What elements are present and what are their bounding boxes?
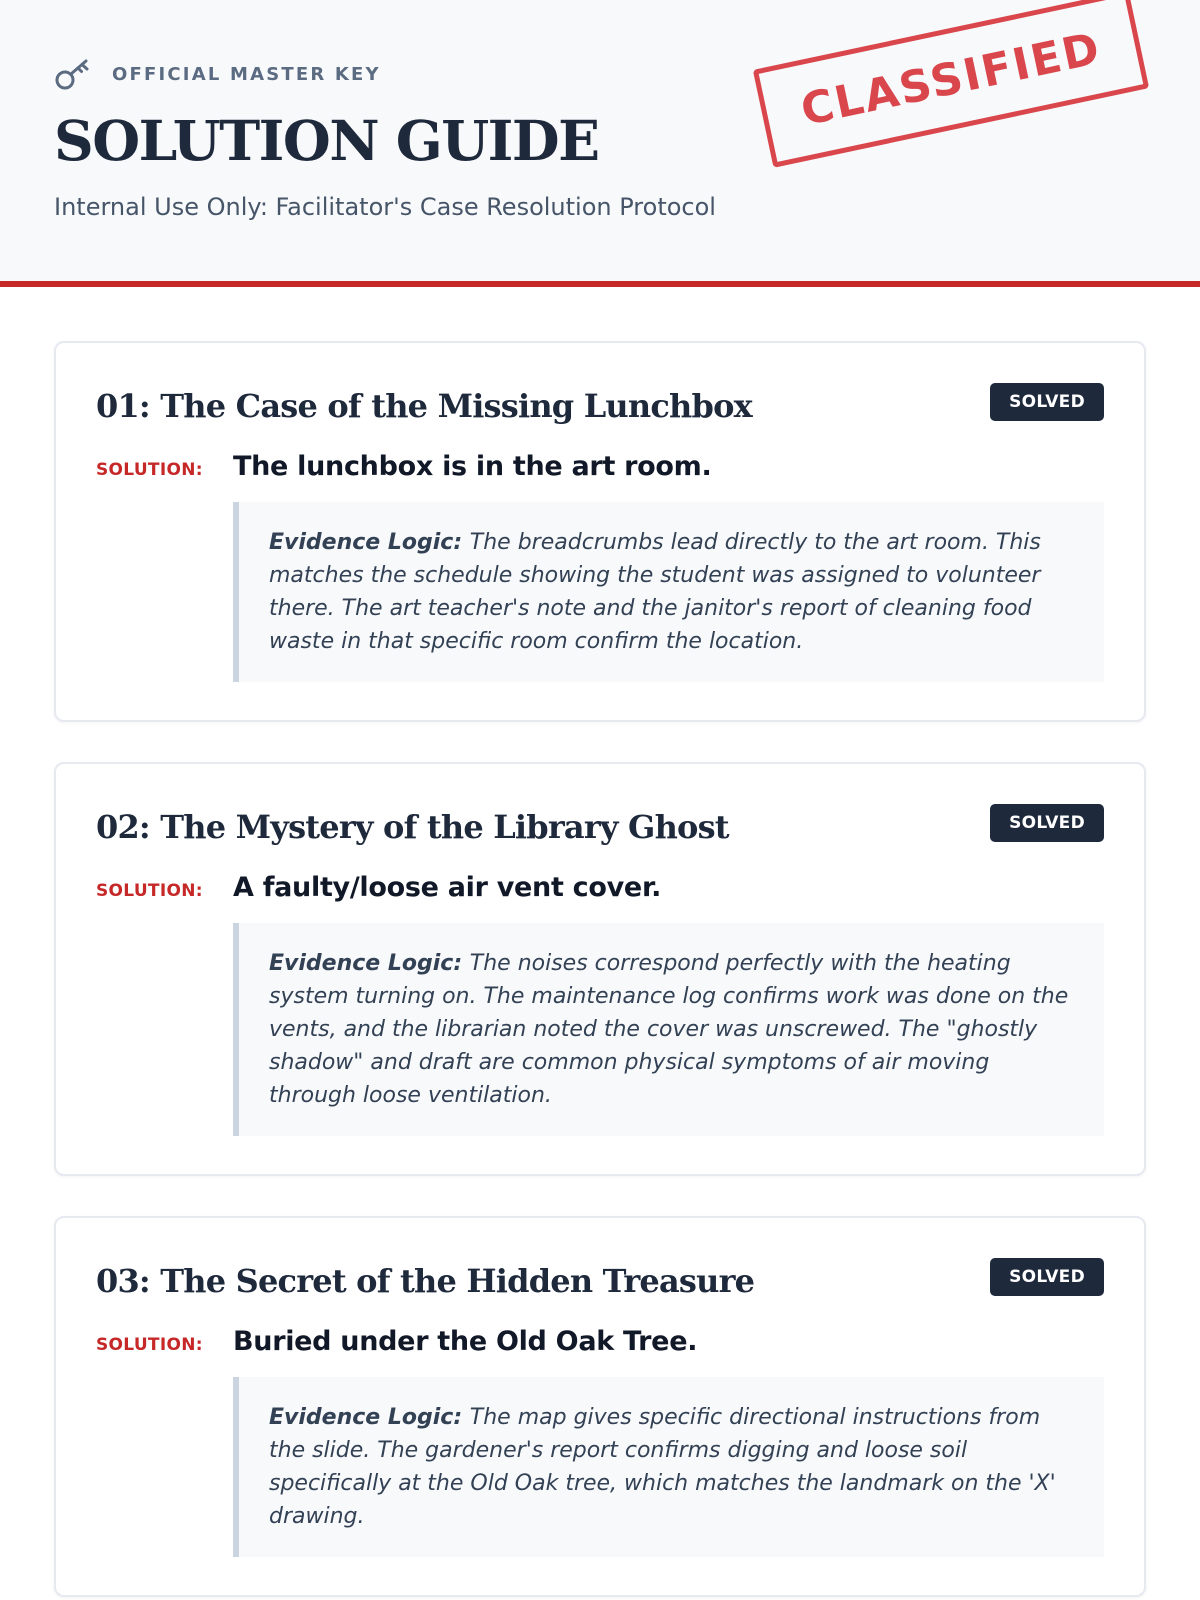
solution-row xyxy=(96,451,1104,482)
evidence-label: Evidence Logic: xyxy=(269,530,470,555)
case-title: 01: The Case of the Missing Lunchbox xyxy=(96,387,752,425)
evidence-label: Evidence Logic: xyxy=(269,951,470,976)
page-title: SOLUTION GUIDE xyxy=(54,108,599,173)
case-title: 02: The Mystery of the Library Ghost xyxy=(96,808,729,846)
evidence-label: Evidence Logic: xyxy=(269,1405,470,1430)
status-badge: SOLVED xyxy=(990,804,1104,842)
evidence-box xyxy=(233,502,1104,682)
evidence-text: The breadcrumbs lead directly to the art room. This matches the schedule showing the student was assigned to volunteer there. The art teacher's note and the janitor's report of cleaning food waste in that specific room confirm the location. xyxy=(269,530,1041,654)
solution-text: Buried under the Old Oak Tree. xyxy=(233,1326,698,1357)
evidence-text: The map gives specific directional instructions from the slide. The gardener's report confirms digging and loose soil specifically at the Old Oak tree, which matches the landmark on the 'X' drawing. xyxy=(269,1405,1056,1529)
case-title: 03: The Secret of the Hidden Treasure xyxy=(96,1262,755,1300)
status-badge: SOLVED xyxy=(990,383,1104,421)
case-header xyxy=(96,1256,1104,1306)
solution-label: SOLUTION: xyxy=(96,1335,203,1355)
eyebrow-text: OFFICIAL MASTER KEY xyxy=(112,63,381,85)
key-icon xyxy=(54,56,92,92)
evidence-box xyxy=(233,1377,1104,1557)
solution-text: The lunchbox is in the art room. xyxy=(233,451,712,482)
evidence-box xyxy=(233,923,1104,1136)
stamp-text: CLASSIFIED xyxy=(796,22,1106,136)
page-header xyxy=(0,0,1200,287)
solution-text: A faulty/loose air vent cover. xyxy=(233,872,662,903)
status-badge: SOLVED xyxy=(990,1258,1104,1296)
evidence-text: The noises correspond perfectly with the heating system turning on. The maintenance log confirms work was done on the vents, and the librarian noted the cover was unscrewed. The "ghostly shadow" and draft are common physical symptoms of air moving through loose ventilation. xyxy=(269,951,1069,1108)
solution-label: SOLUTION: xyxy=(96,881,203,901)
case-card xyxy=(54,762,1146,1176)
solution-label: SOLUTION: xyxy=(96,460,203,480)
case-list xyxy=(0,287,1200,1597)
case-header xyxy=(96,802,1104,852)
solution-row xyxy=(96,872,1104,903)
case-card xyxy=(54,341,1146,722)
solution-row xyxy=(96,1326,1104,1357)
case-card xyxy=(54,1216,1146,1597)
case-header xyxy=(96,381,1104,431)
page-subtitle: Internal Use Only: Facilitator's Case Resolution Protocol xyxy=(54,193,716,221)
